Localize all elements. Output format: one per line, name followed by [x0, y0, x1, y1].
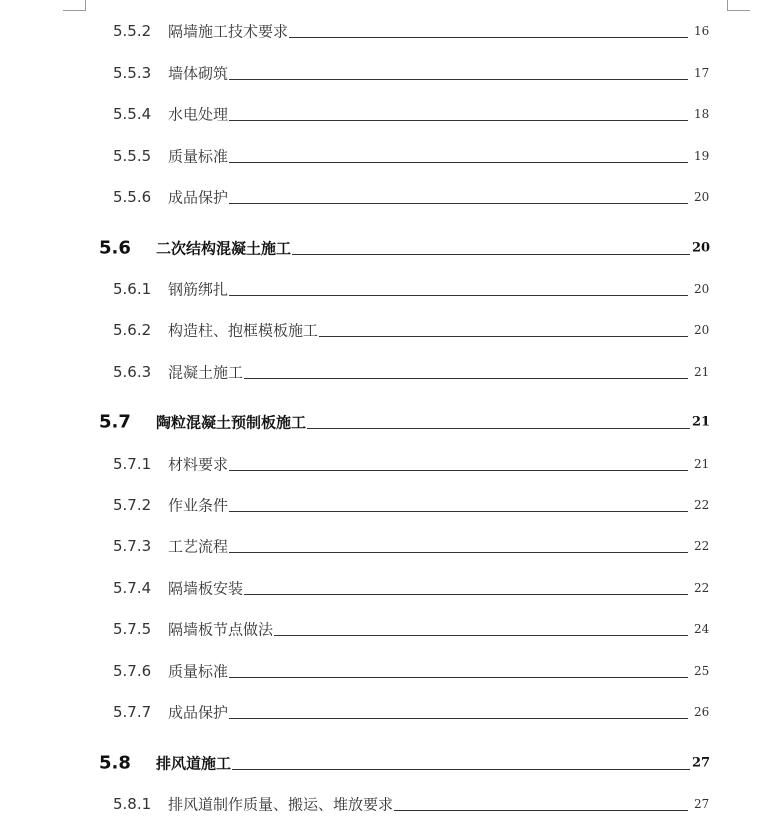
toc-number: 5.6.2 [113, 321, 152, 339]
toc-entry[interactable] [0, 316, 779, 344]
toc-entry[interactable] [0, 574, 779, 602]
toc-section-entry[interactable] [0, 749, 779, 777]
toc-page-number: 19 [694, 149, 710, 163]
toc-entry[interactable] [0, 358, 779, 386]
toc-leader-line [307, 428, 690, 429]
toc-entry[interactable] [0, 491, 779, 519]
toc-number: 5.7.1 [113, 455, 152, 473]
toc-title: 二次结构混凝土施工 [156, 239, 292, 258]
toc-title: 水电处理 [168, 105, 229, 124]
toc-number: 5.6 [99, 237, 131, 259]
toc-leader-line [229, 295, 688, 296]
toc-title: 质量标准 [168, 662, 229, 681]
toc-page-number: 27 [692, 755, 711, 771]
toc-number: 5.5.4 [113, 105, 152, 123]
toc-leader-line [229, 718, 688, 719]
toc-page-number: 22 [694, 581, 710, 595]
toc-page-number: 26 [694, 705, 710, 719]
page-corner-mark-left [63, 0, 86, 11]
toc-entry[interactable] [0, 17, 779, 45]
toc-leader-line [319, 336, 688, 337]
toc-entry[interactable] [0, 183, 779, 211]
toc-page-number: 18 [694, 107, 710, 121]
toc-leader-line [244, 378, 688, 379]
toc-title: 陶粒混凝土预制板施工 [156, 413, 307, 432]
toc-title: 作业条件 [168, 496, 229, 515]
toc-number: 5.6.3 [113, 363, 152, 381]
toc-number: 5.7 [99, 411, 131, 433]
toc-page-number: 22 [694, 539, 710, 553]
toc-leader-line [229, 203, 688, 204]
toc-title: 质量标准 [168, 147, 229, 166]
toc-number: 5.7.3 [113, 537, 152, 555]
toc-entry[interactable] [0, 657, 779, 685]
toc-number: 5.7.6 [113, 662, 152, 680]
toc-leader-line [229, 79, 688, 80]
toc-page-number: 27 [694, 797, 710, 811]
toc-section-entry[interactable] [0, 408, 779, 436]
toc-leader-line [394, 810, 688, 811]
toc-leader-line [229, 552, 688, 553]
toc-title: 成品保护 [168, 188, 229, 207]
toc-title: 隔墙板节点做法 [168, 620, 274, 639]
toc-entry[interactable] [0, 698, 779, 726]
toc-entry[interactable] [0, 450, 779, 478]
toc-page-number: 16 [694, 24, 710, 38]
toc-number: 5.7.4 [113, 579, 152, 597]
toc-leader-line [274, 635, 688, 636]
toc-number: 5.8.1 [113, 795, 152, 813]
toc-leader-line [292, 254, 690, 255]
toc-title: 隔墙板安装 [168, 579, 244, 598]
toc-title: 工艺流程 [168, 537, 229, 556]
toc-number: 5.7.5 [113, 620, 152, 638]
toc-section-entry[interactable] [0, 234, 779, 262]
toc-leader-line [229, 511, 688, 512]
toc-page-number: 20 [694, 282, 710, 296]
toc-page-number: 20 [692, 240, 711, 256]
toc-number: 5.5.6 [113, 188, 152, 206]
toc-page-number: 25 [694, 664, 710, 678]
toc-entry[interactable] [0, 142, 779, 170]
toc-leader-line [244, 594, 688, 595]
toc-title: 排风道制作质量、搬运、堆放要求 [168, 795, 394, 814]
toc-page-number: 21 [694, 457, 710, 471]
toc-title: 排风道施工 [156, 754, 232, 773]
toc-number: 5.8 [99, 752, 131, 774]
toc-leader-line [229, 677, 688, 678]
toc-title: 构造柱、抱框模板施工 [168, 321, 319, 340]
toc-leader-line [232, 769, 690, 770]
toc-number: 5.5.5 [113, 147, 152, 165]
toc-page-number: 20 [694, 190, 710, 204]
toc-title: 材料要求 [168, 455, 229, 474]
toc-page-number: 21 [694, 365, 710, 379]
toc-page-number: 21 [692, 414, 711, 430]
toc-number: 5.7.7 [113, 703, 152, 721]
toc-page-number: 24 [694, 622, 710, 636]
toc-entry[interactable] [0, 275, 779, 303]
toc-page-number: 17 [694, 66, 710, 80]
toc-title: 成品保护 [168, 703, 229, 722]
toc-entry[interactable] [0, 615, 779, 643]
toc-number: 5.6.1 [113, 280, 152, 298]
toc-leader-line [289, 37, 688, 38]
toc-number: 5.5.3 [113, 64, 152, 82]
toc-leader-line [229, 120, 688, 121]
toc-entry[interactable] [0, 59, 779, 87]
toc-title: 钢筋绑扎 [168, 280, 229, 299]
toc-number: 5.5.2 [113, 22, 152, 40]
toc-title: 混凝土施工 [168, 363, 244, 382]
toc-number: 5.7.2 [113, 496, 152, 514]
toc-title: 隔墙施工技术要求 [168, 22, 289, 41]
toc-page-number: 22 [694, 498, 710, 512]
toc-title: 墙体砌筑 [168, 64, 229, 83]
toc-leader-line [229, 470, 688, 471]
page-corner-mark-right [727, 0, 750, 11]
toc-page-number: 20 [694, 323, 710, 337]
toc-entry[interactable] [0, 532, 779, 560]
toc-entry[interactable] [0, 100, 779, 128]
toc-leader-line [229, 162, 688, 163]
toc-entry[interactable] [0, 790, 779, 818]
